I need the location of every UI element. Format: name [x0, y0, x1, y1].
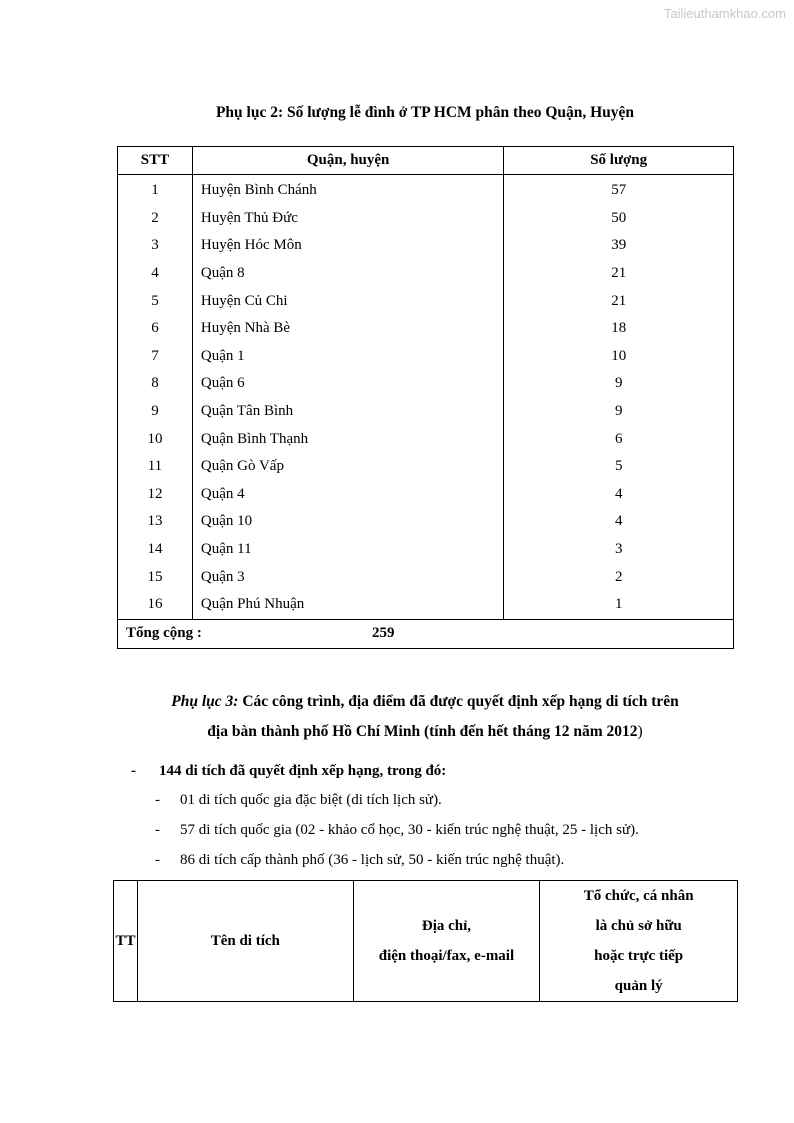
- row-stt: 8: [118, 370, 193, 398]
- header-stt: STT: [118, 147, 193, 175]
- row-stt: 11: [118, 453, 193, 481]
- table-row: [118, 175, 734, 205]
- row-stt: 7: [118, 343, 193, 371]
- table-row: [118, 591, 734, 619]
- header-site-name: Tên di tích: [137, 881, 353, 1002]
- row-district: Quận Gò Vấp: [192, 453, 503, 481]
- header-owner-line1: Tổ chức, cá nhân: [583, 888, 694, 904]
- total-row: [118, 619, 734, 648]
- row-stt: 6: [118, 315, 193, 343]
- list-item: [155, 792, 442, 809]
- row-count: 6: [504, 425, 734, 453]
- row-district: Quận 4: [192, 481, 503, 509]
- row-stt: 4: [118, 260, 193, 288]
- row-count: 4: [504, 481, 734, 509]
- row-stt: 15: [118, 563, 193, 591]
- summary-bullet: [131, 763, 446, 780]
- row-district: Quận 11: [192, 536, 503, 564]
- row-count: 57: [504, 175, 734, 205]
- table-row: [118, 425, 734, 453]
- table-header-row: [114, 881, 738, 1002]
- list-item-text: 01 di tích quốc gia đặc biệt (di tích lịch sử).: [180, 792, 442, 808]
- row-stt: 2: [118, 205, 193, 233]
- row-count: 50: [504, 205, 734, 233]
- dash-marker: -: [155, 792, 160, 808]
- table-row: [118, 205, 734, 233]
- row-stt: 12: [118, 481, 193, 509]
- list-item-text: 57 di tích quốc gia (02 - khảo cổ học, 30 - kiến trúc nghệ thuật, 25 - lịch sử).: [180, 822, 639, 838]
- row-count: 9: [504, 398, 734, 426]
- table-body: [118, 175, 734, 620]
- list-item: [155, 852, 564, 869]
- row-district: Huyện Nhà Bè: [192, 315, 503, 343]
- row-count: 9: [504, 370, 734, 398]
- row-stt: 9: [118, 398, 193, 426]
- total-label: Tổng cộng :: [126, 625, 202, 641]
- row-count: 2: [504, 563, 734, 591]
- summary-text: 144 di tích đã quyết định xếp hạng, trong đó:: [159, 763, 447, 779]
- list-item-text: 86 di tích cấp thành phố (36 - lịch sử, 50 - kiến trúc nghệ thuật).: [180, 852, 565, 868]
- row-stt: 5: [118, 287, 193, 315]
- row-district: Quận 3: [192, 563, 503, 591]
- dash-marker: -: [155, 822, 160, 838]
- row-stt: 14: [118, 536, 193, 564]
- total-value: 259: [372, 625, 395, 641]
- row-district: Quận Phú Nhuận: [192, 591, 503, 619]
- header-tt: TT: [114, 881, 138, 1002]
- row-count: 21: [504, 260, 734, 288]
- header-district: Quận, huyện: [192, 147, 503, 175]
- table-row: [118, 536, 734, 564]
- row-district: Quận 10: [192, 508, 503, 536]
- row-count: 21: [504, 287, 734, 315]
- table-row: [118, 287, 734, 315]
- appendix3-title: [0, 687, 794, 747]
- dash-marker: -: [131, 763, 136, 779]
- dash-marker: -: [155, 852, 160, 868]
- table-row: [118, 232, 734, 260]
- heritage-table: [113, 880, 738, 1002]
- table-row: [118, 508, 734, 536]
- header-owner-line2: là chủ sở hữu: [595, 918, 682, 934]
- appendix3-title-prefix: Phụ lục 3:: [171, 693, 239, 710]
- row-district: Quận Tân Bình: [192, 398, 503, 426]
- row-count: 10: [504, 343, 734, 371]
- header-owner: [540, 881, 738, 1002]
- header-owner-line4: quản lý: [614, 978, 663, 994]
- row-district: Quận 6: [192, 370, 503, 398]
- row-district: Quận 1: [192, 343, 503, 371]
- row-count: 1: [504, 591, 734, 619]
- list-item: [155, 822, 639, 839]
- header-address: [353, 881, 540, 1002]
- row-stt: 16: [118, 591, 193, 619]
- row-stt: 1: [118, 175, 193, 205]
- appendix3-title-close: ): [637, 723, 643, 740]
- table-row: [118, 481, 734, 509]
- row-count: 18: [504, 315, 734, 343]
- row-district: Huyện Thủ Đức: [192, 205, 503, 233]
- table-row: [118, 315, 734, 343]
- header-address-line1: Địa chỉ,: [421, 918, 472, 934]
- appendix2-title: Phụ lục 2: Số lượng lễ đình ở TP HCM phân theo Quận, Huyện: [215, 104, 635, 121]
- appendix3-title-line1: Các công trình, địa điểm đã được quyết định xếp hạng di tích trên: [242, 693, 679, 710]
- table-header-row: [118, 147, 734, 175]
- table-row: [118, 260, 734, 288]
- row-district: Quận 8: [192, 260, 503, 288]
- row-stt: 13: [118, 508, 193, 536]
- table-row: [118, 563, 734, 591]
- row-district: Quận Bình Thạnh: [192, 425, 503, 453]
- district-table: [117, 146, 734, 649]
- row-district: Huyện Củ Chi: [192, 287, 503, 315]
- row-stt: 10: [118, 425, 193, 453]
- header-owner-line3: hoặc trực tiếp: [594, 948, 684, 964]
- row-count: 4: [504, 508, 734, 536]
- table-row: [118, 453, 734, 481]
- table-row: [118, 398, 734, 426]
- row-count: 39: [504, 232, 734, 260]
- row-district: Huyện Bình Chánh: [192, 175, 503, 205]
- appendix3-title-line2: địa bàn thành phố Hồ Chí Minh (tính đến hết tháng 12 năm 2012: [207, 723, 638, 740]
- header-address-line2: điện thoại/fax, e-mail: [378, 948, 515, 964]
- table-row: [118, 343, 734, 371]
- table-row: [118, 370, 734, 398]
- row-district: Huyện Hóc Môn: [192, 232, 503, 260]
- row-count: 5: [504, 453, 734, 481]
- watermark: Tailieuthamkhao.com: [663, 6, 786, 21]
- row-stt: 3: [118, 232, 193, 260]
- header-count: Số lượng: [504, 147, 734, 175]
- row-count: 3: [504, 536, 734, 564]
